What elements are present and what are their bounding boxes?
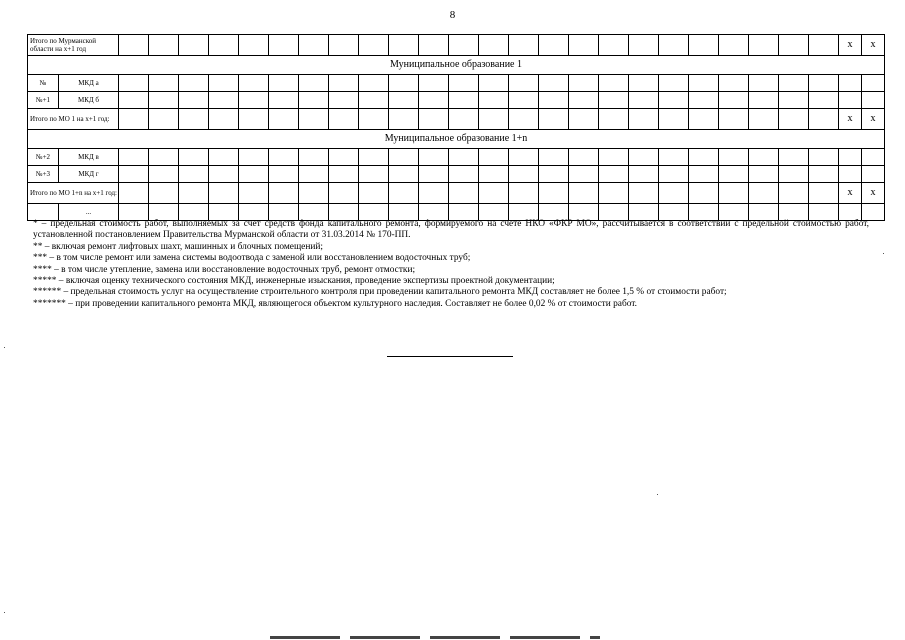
table-cell [749,183,779,204]
table-cell [749,92,779,109]
table-cell [629,92,659,109]
table-cell [839,92,862,109]
table-cell [599,183,629,204]
table-cell [119,166,149,183]
table-row [28,166,885,183]
building-name: МКД а [59,75,119,92]
table-cell [389,166,419,183]
table-cell [209,204,239,221]
table-cell [659,183,689,204]
table-cell [809,204,839,221]
table-cell [269,183,299,204]
row-number: №+3 [28,166,59,183]
table-cell [209,35,239,56]
table-cell [179,92,209,109]
separator-line [387,356,513,357]
scan-speck [883,253,884,254]
table-cell [239,204,269,221]
table-cell [749,204,779,221]
table-cell [179,75,209,92]
table-cell [179,204,209,221]
table-cell [449,204,479,221]
table-cell [629,35,659,56]
table-cell [862,204,885,221]
table-cell [209,92,239,109]
table-cell [779,149,809,166]
table-cell [689,166,719,183]
table-cell [599,149,629,166]
table-cell [539,35,569,56]
section-title: Муниципальное образование 1+n [28,130,885,149]
table-cell [329,166,359,183]
table-cell [359,109,389,130]
table-cell [629,183,659,204]
table-cell [779,109,809,130]
table-cell [329,35,359,56]
scan-speck [657,494,658,495]
table-cell [599,35,629,56]
table-row [28,149,885,166]
table-cell [862,92,885,109]
table-row [28,75,885,92]
table-cell [179,109,209,130]
total-label: Итого по Мурманской области на х+1 год [28,35,119,56]
table-cell [359,35,389,56]
table-cell [149,92,179,109]
table-cell [659,149,689,166]
table-cell [419,92,449,109]
table-cell [689,35,719,56]
table-cell [599,75,629,92]
table-cell [239,75,269,92]
table-cell [149,75,179,92]
table-cell [539,75,569,92]
table-cell [479,109,509,130]
table-cell [389,204,419,221]
bottom-scan-marks [270,636,600,639]
table-cell [779,35,809,56]
table-cell [149,35,179,56]
footnote-3: *** – в том числе ремонт или замена системы водоотвода с заменой или восстановлением водосточных труб; [33,253,471,264]
table-cell [239,109,269,130]
scan-speck [4,612,5,613]
table-row [28,56,885,75]
table-cell [719,166,749,183]
table-cell [479,166,509,183]
footnote-2: ** – включая ремонт лифтовых шахт, машинных и блочных помещений; [33,241,323,252]
table-cell [299,35,329,56]
table-cell [779,183,809,204]
building-name: ... [59,204,119,221]
table-cell [119,183,149,204]
table-cell [749,149,779,166]
table-cell [509,35,539,56]
table-cell [329,149,359,166]
table-cell [179,35,209,56]
table-cell [359,92,389,109]
table-cell [719,149,749,166]
table-cell [809,75,839,92]
table-cell [209,166,239,183]
x-mark: x [839,109,862,130]
x-mark: x [862,35,885,56]
table-cell [839,149,862,166]
table-cell [862,166,885,183]
table-cell [719,183,749,204]
table-cell [359,75,389,92]
table-cell [119,92,149,109]
table-cell [659,109,689,130]
table-cell [299,92,329,109]
row-number [28,204,59,221]
table-cell [359,204,389,221]
table-cell [239,92,269,109]
x-mark: x [862,183,885,204]
footnotes [33,219,869,310]
table-cell [569,35,599,56]
table-cell [809,166,839,183]
table-cell [479,204,509,221]
table-cell [479,149,509,166]
table-cell [509,92,539,109]
table-cell [299,75,329,92]
section-title: Муниципальное образование 1 [28,56,885,75]
table-cell [569,183,599,204]
table-cell [359,166,389,183]
table-cell [389,35,419,56]
table-cell [329,92,359,109]
table-cell [749,109,779,130]
table-cell [629,109,659,130]
table-cell [389,183,419,204]
table-cell [569,92,599,109]
row-number: № [28,75,59,92]
table-cell [719,35,749,56]
table-cell [179,166,209,183]
table-cell [509,75,539,92]
table-cell [719,109,749,130]
table-cell [862,75,885,92]
table-cell [269,35,299,56]
table-cell [449,166,479,183]
table-cell [419,149,449,166]
table-row [28,183,885,204]
table-cell [599,166,629,183]
table-cell [719,204,749,221]
table-cell [509,183,539,204]
table-cell [329,109,359,130]
table-cell [809,35,839,56]
footnote-4: **** – в том числе утепление, замена или восстановление водосточных труб, ремонт отмостки; [33,264,416,275]
table-cell [329,75,359,92]
table-cell [389,92,419,109]
table-cell [299,109,329,130]
table-cell [539,92,569,109]
table-cell [629,149,659,166]
scan-speck [4,347,5,348]
table-cell [419,183,449,204]
table-cell [449,92,479,109]
table-cell [179,183,209,204]
table-cell [689,109,719,130]
table-cell [569,166,599,183]
page-number: 8 [449,9,456,21]
table-cell [149,149,179,166]
table-cell [689,92,719,109]
table-cell [659,92,689,109]
x-mark: x [839,183,862,204]
table-cell [839,166,862,183]
table-cell [569,204,599,221]
table-cell [149,166,179,183]
table-row [28,204,885,221]
table-cell [419,166,449,183]
table-cell [149,109,179,130]
table-cell [299,183,329,204]
table-cell [689,204,719,221]
table-cell [209,109,239,130]
table-cell [449,149,479,166]
table-cell [659,35,689,56]
row-number: №+1 [28,92,59,109]
table-cell [299,204,329,221]
table-cell [149,183,179,204]
table-cell [539,204,569,221]
table-cell [809,183,839,204]
table-cell [209,183,239,204]
table-cell [299,166,329,183]
footnote-6: ****** – предельная стоимость услуг на осуществление строительного контроля при проведении капитального ремонта МКД составляет не более 1,5 % от стоимости работ; [33,287,727,298]
table-row [28,130,885,149]
table-cell [539,183,569,204]
table-cell [479,75,509,92]
table-cell [689,149,719,166]
table-cell [269,149,299,166]
table-cell [599,109,629,130]
building-name: МКД в [59,149,119,166]
table-cell [809,92,839,109]
table-cell [299,149,329,166]
table-cell [329,204,359,221]
total-label: Итого по МО 1+n на х+1 год: [28,183,119,204]
table-cell [569,149,599,166]
table-cell [719,75,749,92]
table-cell [659,75,689,92]
table-cell [419,109,449,130]
table-cell [149,204,179,221]
x-mark: x [839,35,862,56]
table-cell [389,109,419,130]
table-cell [809,149,839,166]
table-cell [479,35,509,56]
table-cell [689,75,719,92]
table-cell [629,204,659,221]
table-cell [509,204,539,221]
table-cell [569,75,599,92]
table-cell [209,75,239,92]
table-cell [779,204,809,221]
table-cell [119,109,149,130]
table-cell [539,166,569,183]
table-cell [269,75,299,92]
table-cell [779,166,809,183]
table-cell [539,109,569,130]
table-cell [179,149,209,166]
table-cell [689,183,719,204]
table-cell [569,109,599,130]
table-cell [119,149,149,166]
footnote-1: * – предельная стоимость работ, выполняемых за счет средств фонда капитального ремонта, формируемого на счете НКО «ФКР МО», рассчитывается в соответствии с предельной стоимостью работ, установленной постановлением Правительства Мурманской области от 31.03.2014 № 170-ПП. [33,219,869,241]
table-cell [809,109,839,130]
table-cell [119,35,149,56]
table-cell [419,75,449,92]
table-cell [449,109,479,130]
table-cell [659,204,689,221]
table-cell [209,149,239,166]
table-cell [239,166,269,183]
footnote-7: ******* – при проведении капитального ремонта МКД, являющегося объектом культурного наследия. Составляет не более 0,02 % от стоимости работ. [33,298,638,309]
table-cell [449,75,479,92]
table-cell [629,75,659,92]
row-number: №+2 [28,149,59,166]
table-cell [509,166,539,183]
table-cell [119,75,149,92]
table-cell [359,183,389,204]
table-cell [779,75,809,92]
table-cell [509,109,539,130]
table-row [28,109,885,130]
table-cell [599,204,629,221]
table-cell [449,35,479,56]
table-cell [419,35,449,56]
table-cell [359,149,389,166]
repair-cost-table [27,34,885,221]
table-cell [719,92,749,109]
table-cell [839,75,862,92]
total-label: Итого по МО 1 на х+1 год: [28,109,119,130]
footnote-5: ***** – включая оценку технического состояния МКД, инженерные изыскания, проведение экспертизы проектной документации; [33,276,555,287]
table-cell [599,92,629,109]
table-cell [239,183,269,204]
table-cell [479,183,509,204]
table-cell [749,75,779,92]
table-cell [659,166,689,183]
table-cell [419,204,449,221]
table-row [28,92,885,109]
table-cell [779,92,809,109]
building-name: МКД г [59,166,119,183]
table-cell [539,149,569,166]
table-cell [269,109,299,130]
table-cell [749,35,779,56]
table-cell [239,149,269,166]
table-cell [269,166,299,183]
table-cell [269,92,299,109]
table-cell [449,183,479,204]
table-cell [479,92,509,109]
table-cell [862,149,885,166]
table-cell [389,149,419,166]
building-name: МКД б [59,92,119,109]
table-cell [239,35,269,56]
table-cell [509,149,539,166]
table-cell [269,204,299,221]
x-mark: x [862,109,885,130]
table-cell [749,166,779,183]
table-cell [119,204,149,221]
table-row [28,35,885,56]
table-cell [629,166,659,183]
table-cell [329,183,359,204]
table-cell [389,75,419,92]
table-cell [839,204,862,221]
